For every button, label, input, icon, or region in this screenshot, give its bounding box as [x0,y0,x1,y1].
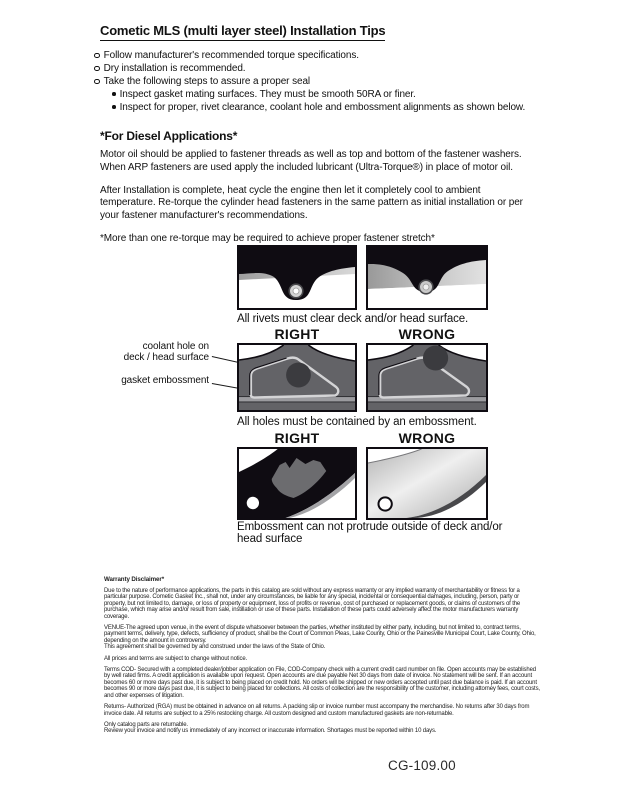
embossment-protrusion-wrong-diagram [366,447,488,520]
warranty-disclaimer-section [104,576,540,740]
coolant-hole-icon [423,346,448,371]
protrusion-wrong-drawing [368,449,486,518]
right-label: RIGHT [274,430,320,446]
wrong-label: WRONG [398,326,456,342]
diesel-paragraph: After Installation is complete, heat cycle the engine then let it completely cool to ambient temperature. Re-torque the cylinder head fasteners in the same pattern as initial installation or per your fastener manufacturer's recommendations. [100,184,523,222]
tips-list [94,49,564,114]
disclaimer-paragraph: VENUE-The agreed upon venue, in the event of dispute whatsoever between the parties, whether instituted by either party, including, but not limited to, contract terms, payment terms, delivery, type, defects, sufficiency of product, shall be the Court of Common Pleas, Lake County, Ohio or the Painesville Municipal Court, Lake County, Ohio, depending on the amount in controversy. [104,625,536,644]
rivet-wrong-drawing [368,247,486,308]
embossment-wrong-drawing [368,345,486,410]
diagram-caption: All holes must be contained by an embossment. [237,416,477,428]
wrong-label: WRONG [398,430,456,446]
disclaimer-paragraph: Terms COD- Secured with a completed dealer/jobber application on File, COD-Company check with a current credit card number on file. Open accounts may be established by well rated firms. A credit application is available upon request. Open accounts are due payable Net 30 days from date of invoice. No statement will be sent. If an account becomes 60 or more days past due, it is subject to being placed on credit hold. No orders will be shipped or new orders accepted until past due balance is paid. If an account becomes 90 or more days past due, it is subject to being placed for collections. All costs of collection are the responsibility of the customer, including attorney fees, court costs, and other expenses of litigation. [104,667,540,699]
tip-text: Take the following steps to assure a proper seal [103,76,311,87]
embossment-containment-right-diagram [237,343,357,412]
diagram-caption: Embossment can not protrude outside of deck and/or head surface [237,521,503,545]
list-item [94,62,564,75]
tip-text: Dry installation is recommended. [103,63,246,74]
bolt-hole-icon [247,497,259,509]
embossment-right-drawing [239,345,355,410]
circle-bullet-icon [94,53,100,59]
installation-tips-section [0,0,564,246]
dot-bullet-icon [112,105,116,109]
dot-bullet-icon [112,92,116,96]
rivet-clearance-wrong-diagram [366,245,488,310]
circle-bullet-icon [94,66,100,72]
list-item [94,75,564,88]
tip-text: Follow manufacturer's recommended torque specifications. [103,50,359,61]
diagram-caption: All rivets must clear deck and/or head surface. [237,313,469,325]
diesel-paragraph: *More than one re-torque may be required to achieve proper fastener stretch* [100,232,435,244]
diesel-applications-heading: *For Diesel Applications* [100,129,238,143]
list-item [94,49,564,62]
page-title: Cometic MLS (multi layer steel) Installation Tips [100,23,385,41]
protrusion-right-drawing [239,449,355,518]
disclaimer-paragraph: Returns- Authorized (RGA) must be obtained in advance on all returns. A packing slip or invoice number must accompany the merchandise. No returns after 30 days from invoice date. All returns are subject to a 25% restocking charge. All custom designed and custom manufactured gaskets are non-returnable. [104,704,530,717]
circle-bullet-icon [94,79,100,85]
disclaimer-paragraph: Due to the nature of performance applications, the parts in this catalog are sold without any express warranty or any implied warranty of merchantability or fitness for a particular purpose. Cometic Gasket Inc., shall not, under any circumstances, be liable for any special, incidental or consequential damages, including, person, party or property, but not limited to, damage, or loss of property or equipment, loss of profits or revenue, cost of purchased or replacement goods, or claims of customers of the purchase, which may arise and/or result from sale, instillation or use of these parts. Installation of these parts could adversely affect the motor manufacturers warranty coverage. [104,588,521,620]
annotation-line: deck / head surface [123,352,209,363]
disclaimer-paragraph: All prices and terms are subject to change without notice. [104,655,248,662]
disclaimer-paragraph: Only catalog parts are returnable. [104,721,188,728]
tip-text: Inspect for proper, rivet clearance, coolant hole and embossment alignments as shown below. [119,102,526,113]
embossment-containment-wrong-diagram [366,343,488,412]
bolt-hole-icon [378,497,391,510]
annotation-line: coolant hole on [142,341,209,352]
disclaimer-heading: Warranty Disclaimer* [104,576,165,583]
rivet-clearance-right-diagram [237,245,357,310]
coolant-hole-annotation [98,341,209,363]
disclaimer-paragraph: This agreement shall be governed by and construed under the laws of the State of Ohio. [104,644,326,651]
tip-text: Inspect gasket mating surfaces. They must be smooth 50RA or finer. [119,89,416,100]
embossment-protrusion-right-diagram [237,447,357,520]
gasket-embossment-annotation: gasket embossment [121,375,209,386]
list-item [112,101,564,114]
right-label: RIGHT [274,326,320,342]
page-number: CG-109.00 [388,758,456,773]
disclaimer-paragraph: Review your invoice and notify us immediately of any incorrect or inaccurate information. Shortages must be reported within 10 days. [104,728,437,735]
rivet-right-drawing [239,247,355,308]
coolant-hole-icon [286,363,311,388]
diesel-paragraph: Motor oil should be applied to fastener threads as well as top and bottom of the fastener washers. When ARP fasteners are used apply the included lubricant (Ultra-Torque®) in place of motor oil. [100,149,522,173]
diagram-section [0,228,618,550]
list-item [112,88,564,101]
